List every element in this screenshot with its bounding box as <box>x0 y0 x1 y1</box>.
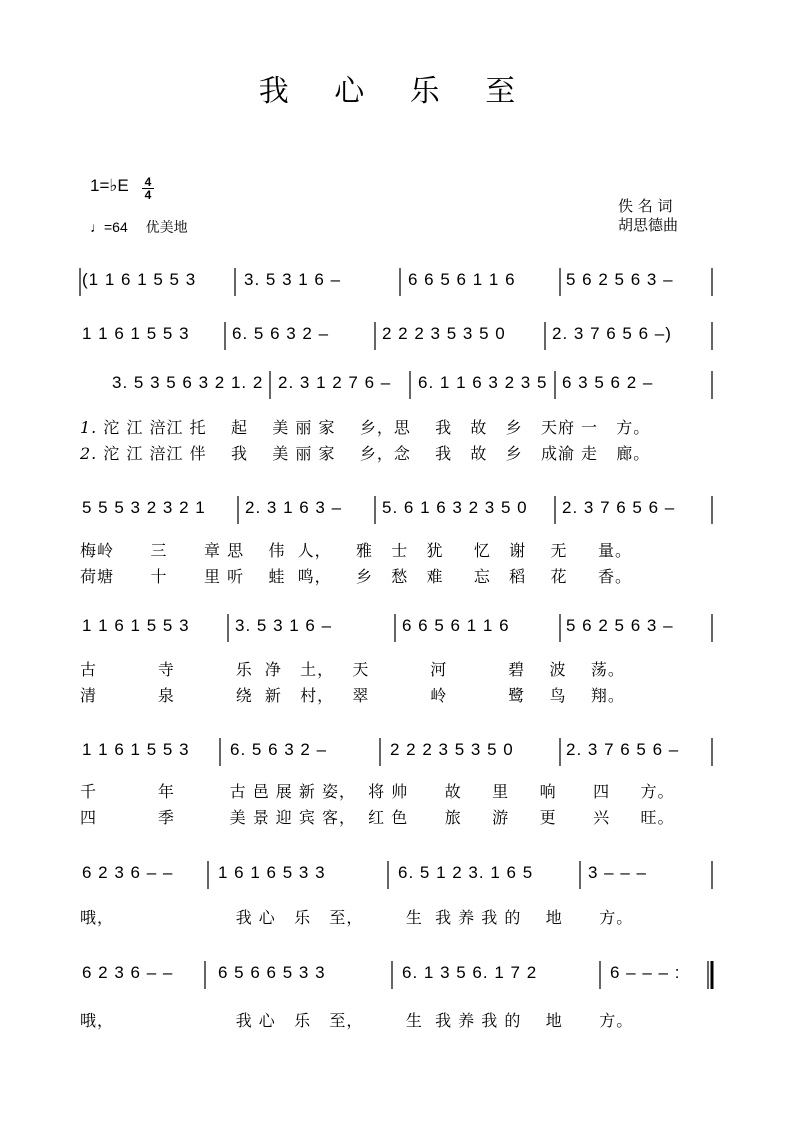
measure-notes: 1 1 6 1 5 5 3 <box>82 616 190 635</box>
measure-notes: 6 3 5 6 2 – <box>562 373 654 392</box>
score-system <box>0 855 792 895</box>
key-signature: 1=♭E <box>90 176 129 195</box>
measure-notes: 6. 5 1 2 3. 1 6 5 <box>398 863 534 882</box>
score-system <box>0 490 792 530</box>
measure-notes: 6 6 5 6 1 1 6 <box>408 270 516 289</box>
score-system <box>0 262 792 302</box>
lyric-text: 古 寺 乐 净 土， 天 河 碧 波 荡。 <box>80 660 625 679</box>
measure-notes: 2. 3 1 6 3 – <box>245 498 343 517</box>
measure-notes: 3 – – – <box>588 863 647 882</box>
time-signature <box>142 176 154 201</box>
composer-credit: 胡思德曲 <box>618 216 679 234</box>
measure-notes: 3. 5 3 1 6 – <box>235 616 333 635</box>
measure-notes: 2. 3 7 6 5 6 – <box>562 498 676 517</box>
lyric-line <box>80 415 650 438</box>
lyric-line <box>80 683 625 706</box>
lyric-line <box>80 1008 633 1031</box>
measure-notes: 6. 1 3 5 6. 1 7 2 <box>402 963 538 982</box>
lyric-line <box>80 779 675 802</box>
time-denominator: 4 <box>144 188 152 202</box>
lyric-text: 哦， 我 心 乐 至， 生 我 养 我 的 地 方。 <box>80 1011 634 1030</box>
measure-notes: 6. 1 1 6 3 2 3 5 <box>418 373 548 392</box>
lyric-line <box>80 805 675 828</box>
measure-notes: 5 6 2 5 6 3 – <box>566 616 674 635</box>
measure-notes: 1 1 6 1 5 5 3 <box>82 324 190 343</box>
lyric-line <box>80 564 632 587</box>
measure-notes: 3. 5 3 5 6 3 2 1. 2 <box>112 373 264 392</box>
lyric-text: 四 季 美 景 迎 宾 客， 红 色 旅 游 更 兴 旺。 <box>80 808 675 827</box>
lyric-text: 清 泉 绕 新 村， 翠 岭 鹭 鸟 翔。 <box>80 686 625 705</box>
measure-notes: 6 – – – : <box>610 963 681 982</box>
measure-notes: 1 1 6 1 5 5 3 <box>82 740 190 759</box>
lyric-text: 千 年 古 邑 展 新 姿， 将 帅 故 里 响 四 方。 <box>80 782 675 801</box>
measure-notes: 2 2 2 3 5 3 5 0 <box>382 324 506 343</box>
lyric-text: 荷塘 十 里 听 蛙 鸣， 乡 愁 难 忘 稻 花 香。 <box>80 567 632 586</box>
measure-notes: (1 1 6 1 5 5 3 <box>82 270 197 289</box>
song-title: 我 心 乐 至 <box>258 74 534 109</box>
measure-notes: 6 5 6 6 5 3 3 <box>218 963 326 982</box>
measure-notes: 5 6 2 5 6 3 – <box>566 270 674 289</box>
score-system <box>0 955 792 995</box>
measure-notes: 1 6 1 6 5 3 3 <box>218 863 326 882</box>
measure-notes: 5 5 5 3 2 3 2 1 <box>82 498 206 517</box>
lyric-text: 梅岭 三 章 思 伟 人， 雅 士 犹 忆 谢 无 量。 <box>80 541 632 560</box>
measure-notes: 6 6 5 6 1 1 6 <box>402 616 510 635</box>
lyric-line <box>80 657 625 680</box>
lyric-text: 哦， 我 心 乐 至， 生 我 养 我 的 地 方。 <box>80 908 634 927</box>
measure-notes: 6. 5 6 3 2 – <box>232 324 330 343</box>
lyric-text: 沱 江 涪江 托 起 美 丽 家 乡，思 我 故 乡 天府 一 方。 <box>103 418 651 437</box>
measure-notes: 5. 6 1 6 3 2 3 5 0 <box>382 498 528 517</box>
measure-notes: 6. 5 6 3 2 – <box>230 740 328 759</box>
score-system <box>0 608 792 648</box>
verse-number: 2. <box>80 444 104 463</box>
lyric-line <box>80 441 650 464</box>
lyric-line <box>80 905 633 928</box>
measure-notes: 2 2 2 3 5 3 5 0 <box>390 740 514 759</box>
score-system <box>0 732 792 772</box>
score-system <box>0 365 792 405</box>
measure-notes: 6 2 3 6 – – <box>82 863 174 882</box>
measure-notes: 2. 3 7 6 5 6 – <box>566 740 680 759</box>
score-system <box>0 316 792 356</box>
lyricist-credit: 佚 名 词 <box>618 197 673 215</box>
verse-number: 1. <box>80 418 104 437</box>
time-numerator: 4 <box>142 176 154 189</box>
measure-notes: 6 2 3 6 – – <box>82 963 174 982</box>
lyric-line <box>80 538 632 561</box>
measure-notes: 3. 5 3 1 6 – <box>244 270 342 289</box>
measure-notes: 2. 3 1 2 7 6 – <box>278 373 392 392</box>
measure-notes: 2. 3 7 6 5 6 –) <box>552 324 672 343</box>
lyric-text: 沱 江 涪江 伴 我 美 丽 家 乡，念 我 故 乡 成渝 走 廊。 <box>103 444 651 463</box>
tempo-marking: ♩=64 优美地 <box>90 219 188 235</box>
